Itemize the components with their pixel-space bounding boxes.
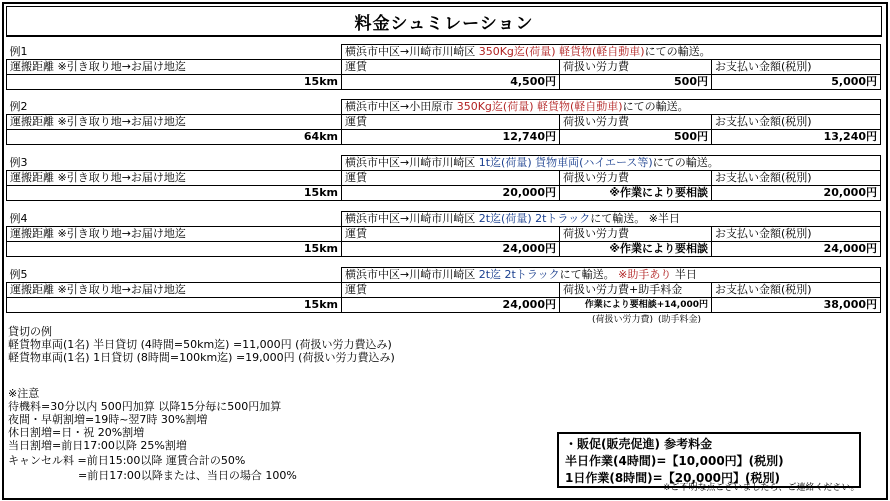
example-label: 例5 [7,268,342,283]
notes-section [8,387,297,482]
total-header: お支払い金額(税別) [712,115,881,130]
fare-value: 20,000円 [342,186,560,201]
total-value: 38,000円 [712,298,881,313]
promo-line: 半日作業(4時間)=【10,000円】(税別) [565,454,784,468]
fare-header: 運賃 [342,283,560,298]
fare-value: 24,000円 [342,242,560,257]
distance-value: 64km [7,130,342,145]
example-2 [6,99,880,145]
route-detail: 横浜市中区→川崎市川崎区 350Kg迄(荷量) 軽貨物(軽自動車)にての輸送。 [342,45,881,60]
labor-value: 500円 [560,130,712,145]
charter-line: 軽貨物車両(1名) 半日貸切 (4時間=50km迄) =11,000円 (荷扱い労力費込み) [8,338,392,351]
example-1 [6,44,880,90]
example-3 [6,155,880,201]
notes-heading: ※注意 [8,387,40,400]
labor-value: ※作業により要相談 [560,242,712,257]
route-detail: 横浜市中区→小田原市 350Kg迄(荷量) 軽貨物(軽自動車)にての輸送。 [342,100,881,115]
distance-value: 15km [7,75,342,90]
route-detail: 横浜市中区→川崎市川崎区 1t迄(荷量) 貨物車両(ハイエース等)にての輸送。 [342,156,881,171]
charter-heading: 貸切の例 [8,325,52,338]
labor-value: 作業により要相談+14,000円 [560,298,712,313]
labor-header: 荷扱い労力費 [560,227,712,242]
page-title: 料金シュミレーション [6,6,882,37]
total-value: 13,240円 [712,130,881,145]
distance-header: 運搬距離 ※引き取り地→お届け地迄 [7,115,342,130]
note-line: =前日17:00以降または、当日の場合 100% [78,469,297,482]
total-header: お支払い金額(税別) [712,227,881,242]
labor-header: 荷扱い労力費 [560,115,712,130]
example-label: 例2 [7,100,342,115]
route-detail: 横浜市中区→川崎市川崎区 2t迄(荷量) 2tトラックにて輸送。 ※半日 [342,212,881,227]
charter-line: 軽貨物車両(1名) 1日貸切 (8時間=100km迄) =19,000円 (荷扱い労力費込み) [8,351,395,364]
route-detail: 横浜市中区→川崎市川崎区 2t迄 2tトラックにて輸送。 ※助手あり 半日 [342,268,881,283]
charter-section [8,325,395,364]
labor-sub-note: (荷扱い労力費) [592,315,654,325]
promo-heading: ・販促(販売促進) 参考料金 [565,437,713,451]
promo-line: 1日作業(8時間)=【20,000円】(税別) [565,471,780,485]
distance-header: 運搬距離 ※引き取り地→お届け地迄 [7,60,342,75]
labor-header: 荷扱い労力費 [560,60,712,75]
fare-header: 運賃 [342,115,560,130]
distance-header: 運搬距離 ※引き取り地→お届け地迄 [7,171,342,186]
example-5 [6,267,880,313]
example-label: 例3 [7,156,342,171]
fare-header: 運賃 [342,227,560,242]
distance-header: 運搬距離 ※引き取り地→お届け地迄 [7,283,342,298]
note-line: 当日割増=前日17:00以降 25%割増 [8,439,187,452]
fare-header: 運賃 [342,171,560,186]
total-value: 20,000円 [712,186,881,201]
assistant-sub-note: (助手料金) [658,315,702,325]
fare-value: 12,740円 [342,130,560,145]
fare-value: 4,500円 [342,75,560,90]
fare-header: 運賃 [342,60,560,75]
example-label: 例4 [7,212,342,227]
total-value: 5,000円 [712,75,881,90]
distance-value: 15km [7,242,342,257]
labor-header: 荷扱い労力費 [560,171,712,186]
fare-value: 24,000円 [342,298,560,313]
note-line: 待機料=30分以内 500円加算 以降15分毎に500円加算 [8,400,282,413]
footnote: ※ご不明な点ございましたら、ご連絡ください。 [663,483,860,493]
labor-value: 500円 [560,75,712,90]
example-4 [6,211,880,257]
total-header: お支払い金額(税別) [712,283,881,298]
distance-value: 15km [7,186,342,201]
total-header: お支払い金額(税別) [712,60,881,75]
labor-header: 荷扱い労力費+助手料金 [560,283,712,298]
distance-header: 運搬距離 ※引き取り地→お届け地迄 [7,227,342,242]
note-line: キャンセル料 =前日15:00以降 運賃合計の50% [8,454,246,467]
labor-value: ※作業により要相談 [560,186,712,201]
total-value: 24,000円 [712,242,881,257]
note-line: 休日割増=日・祝 20%割増 [8,426,145,439]
total-header: お支払い金額(税別) [712,171,881,186]
distance-value: 15km [7,298,342,313]
note-line: 夜間・早朝割増=19時~翌7時 30%割増 [8,413,208,426]
example-label: 例1 [7,45,342,60]
